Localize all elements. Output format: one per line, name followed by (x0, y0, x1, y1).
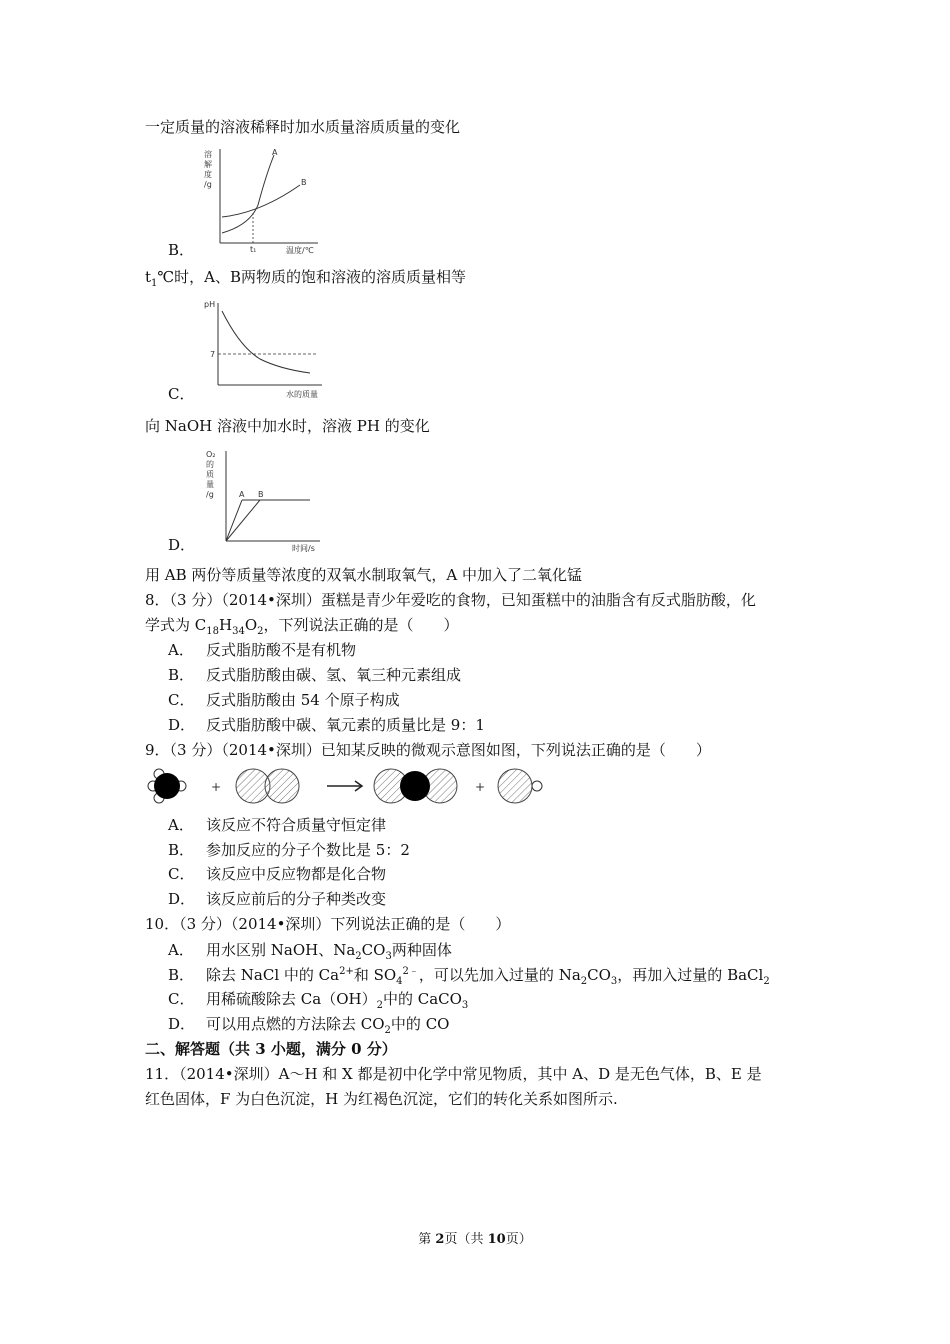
q9-option-b[interactable]: B． 参加反应的分子个数比是 5：2 (168, 841, 410, 859)
point-b-label: B (258, 490, 264, 499)
question-8-stem: 8．（3 分）（2014•深圳）蛋糕是青少年爱吃的食物，已知蛋糕中的油脂含有反式脂肪酸，化 (145, 591, 756, 609)
option-b-label: B． (168, 241, 195, 259)
x-axis-label: 温度/℃ (286, 246, 314, 255)
product-molecule-2 (498, 769, 542, 803)
y-label-char: /g (206, 490, 214, 499)
point-a-label: A (239, 490, 245, 499)
q9-option-d[interactable]: D． 该反应前后的分子种类改变 (168, 890, 387, 908)
q10-option-a[interactable]: A． 用水区别 NaOH、$Na_2CO_3$两种固体 (168, 941, 452, 962)
question-11-stem-line1: 11．（2014•深圳）A～H 和 X 都是初中化学中常见物质，其中 A、D 是无色气体，B、E 是 (145, 1065, 762, 1083)
curve-b-label: B (301, 178, 307, 187)
x-axis-label: 水的质量 (286, 390, 318, 399)
q8-option-b[interactable]: B． 反式脂肪酸由碳、氢、氧三种元素组成 (168, 666, 462, 684)
y-label-char: 的 (206, 460, 214, 469)
q10-option-c[interactable]: C． 用稀硫酸除去 $Ca(OH)_2$中的 CaCO$_3$ (168, 990, 469, 1011)
q8-option-d[interactable]: D． 反式脂肪酸中碳、氧元素的质量比是 9：1 (168, 716, 485, 734)
reactant-molecule-1 (148, 769, 186, 803)
y-label-char: 解 (204, 160, 212, 169)
option-c-description: 向 NaOH 溶液中加水时，溶液 PH 的变化 (145, 417, 430, 435)
option-b-description: $t_1℃$时，A、B两物质的饱和溶液的溶质质量相等 (145, 268, 467, 289)
question-11-stem-line2: 红色固体，F 为白色沉淀，H 为红褐色沉淀，它们的转化关系如图所示. (145, 1090, 618, 1108)
x-axis-label: 时间/s (292, 544, 315, 553)
solubility-graph (200, 145, 330, 257)
y-label-char: /g (204, 180, 212, 189)
option-a-description: 一定质量的溶液稀释时加水质量溶质质量的变化 (145, 118, 461, 136)
q8-option-a[interactable]: A． 反式脂肪酸不是有机物 (168, 641, 357, 659)
oxygen-graph (200, 447, 330, 555)
q10-option-d[interactable]: D． 可以用点燃的方法除去 $CO_2$中的 CO (168, 1015, 450, 1036)
t1-tick-label: t₁ (250, 245, 257, 254)
curve-a-label: A (272, 148, 278, 157)
q9-option-c[interactable]: C． 该反应中反应物都是化合物 (168, 865, 387, 883)
page-footer: 第 2页（共 10页） (418, 1232, 532, 1247)
q10-option-b[interactable]: B． 除去 NaCl 中的 $Ca^{2+}$和 $SO_4^{2﹣}$，可以先加入过量的 $Na_2CO_3$，再加入过量的 BaCl$_2$ (168, 966, 770, 987)
y-axis-label: pH (204, 300, 216, 309)
reaction-diagram (145, 766, 555, 806)
q9-option-a[interactable]: A． 该反应不符合质量守恒定律 (168, 816, 387, 834)
product-molecule-1 (374, 769, 457, 803)
plus-sign: + (475, 780, 486, 794)
option-d-label: D． (168, 536, 196, 554)
plus-sign: + (211, 780, 222, 794)
ph-graph (200, 297, 330, 403)
y-label-char: 质 (206, 470, 214, 479)
section-heading: 二、解答题（共 3 小题，满分 0 分） (145, 1040, 397, 1058)
y-label-char: 量 (206, 480, 214, 489)
question-9-stem: 9．（3 分）（2014•深圳）已知某反映的微观示意图如图，下列说法正确的是（ ） (145, 741, 711, 759)
question-8-formula-line: 学式为 $C_{18}H_{34}O_2$，下列说法正确的是（ ） (145, 616, 459, 637)
reactant-molecule-2 (236, 769, 299, 803)
y-label-char: O₂ (206, 450, 216, 459)
reference-label: 7 (210, 350, 216, 359)
option-d-description: 用 AB 两份等质量等浓度的双氧水制取氧气，A 中加入了二氧化锰 (145, 566, 582, 584)
y-label-char: 溶 (204, 150, 212, 159)
option-c-label: C． (168, 385, 195, 403)
y-label-char: 度 (204, 170, 212, 179)
q8-option-c[interactable]: C． 反式脂肪酸由 54 个原子构成 (168, 691, 400, 709)
question-10-stem: 10．（3 分）（2014•深圳）下列说法正确的是（ ） (145, 915, 511, 933)
